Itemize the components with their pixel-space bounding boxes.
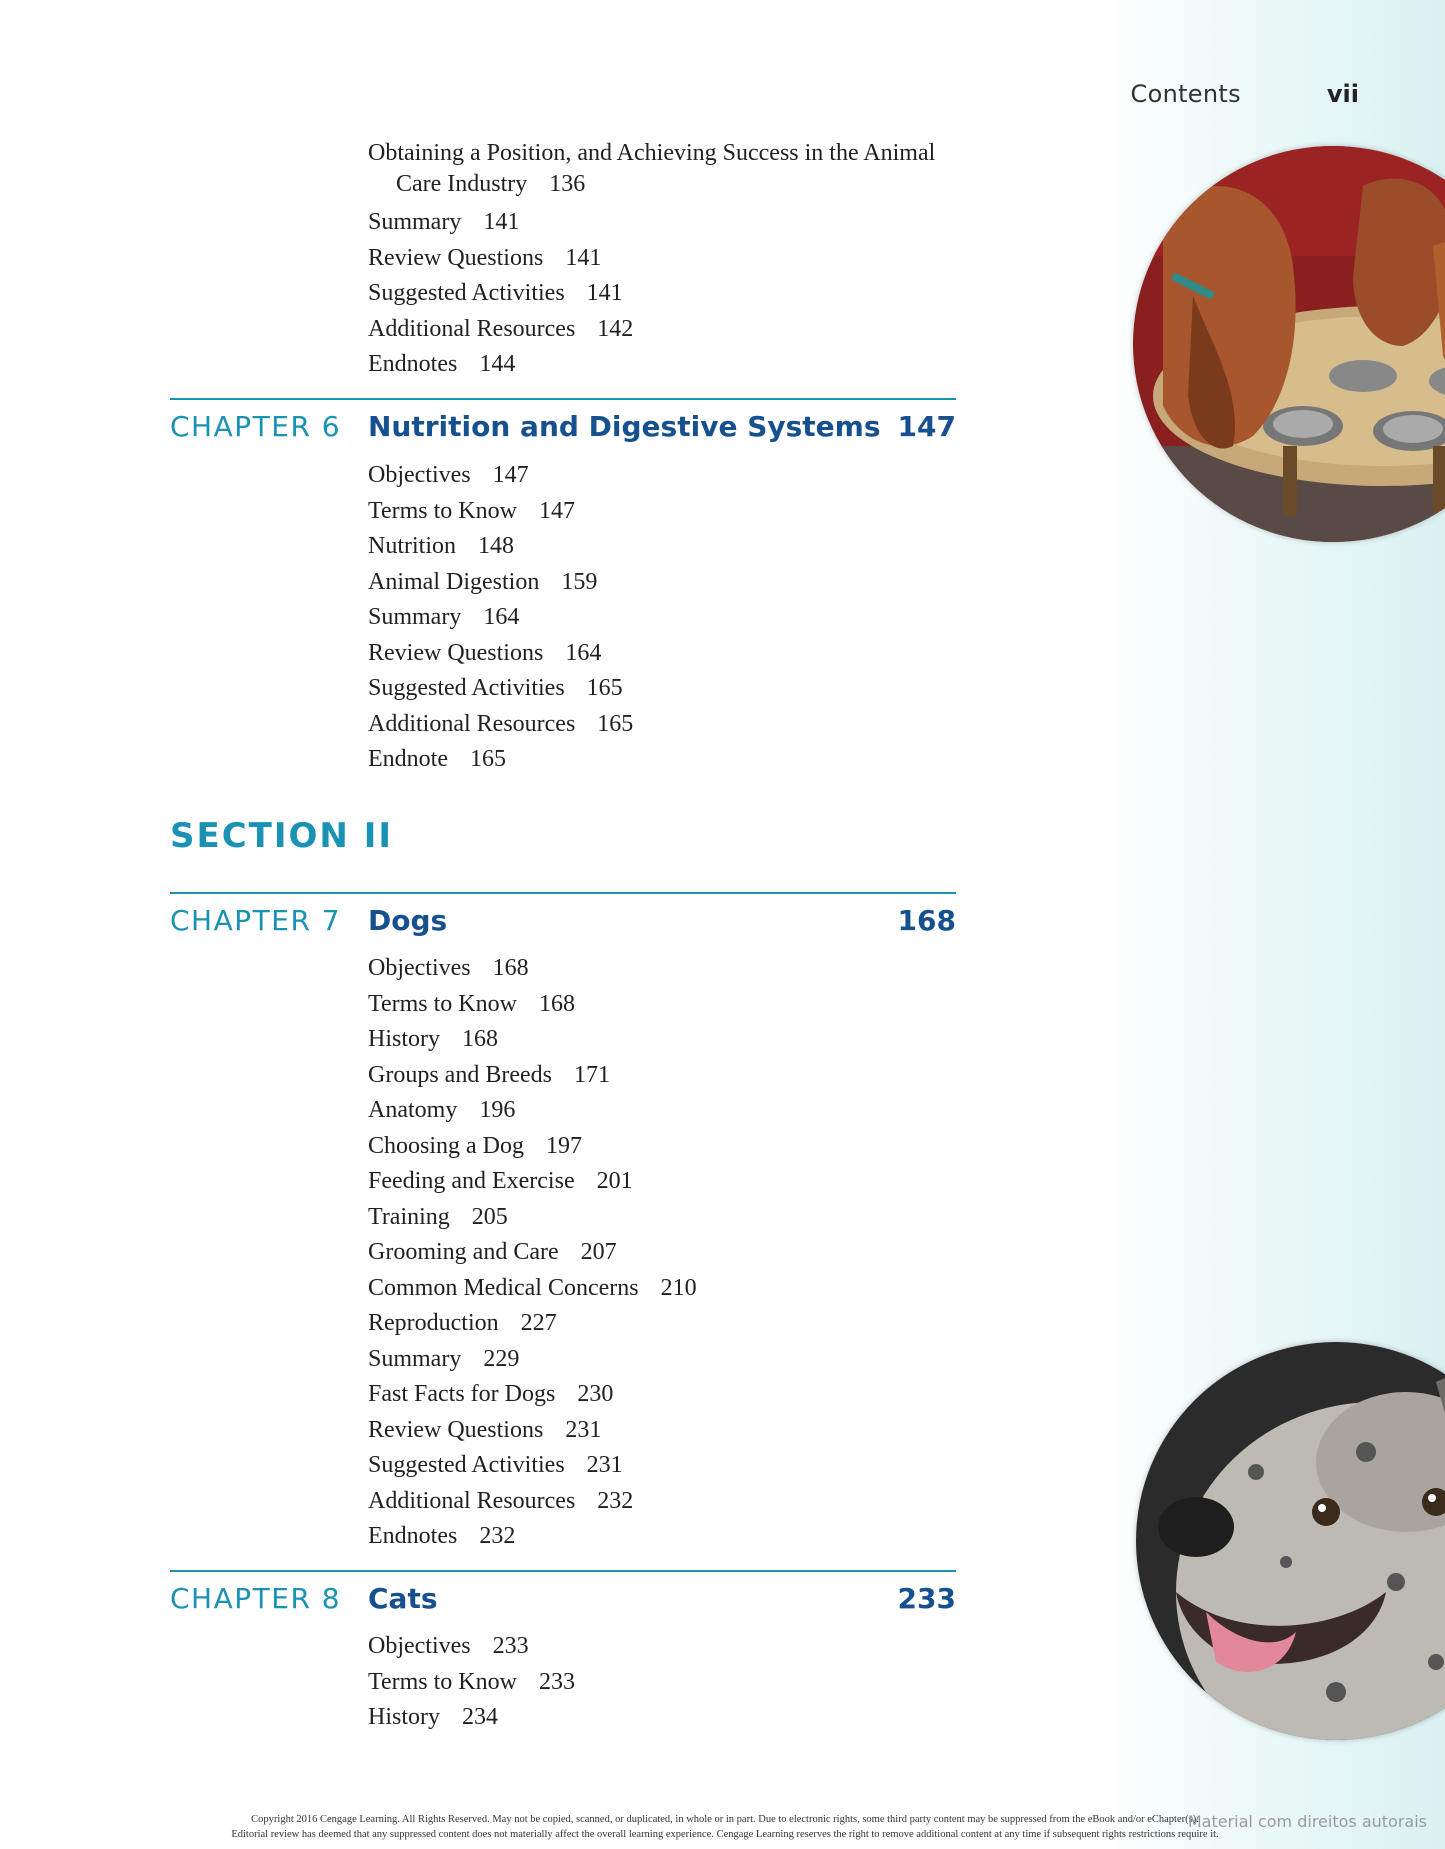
toc-entry-page: 227: [520, 1310, 557, 1336]
toc-entry[interactable]: [368, 707, 633, 743]
toc-entry[interactable]: [368, 1377, 697, 1413]
toc-entry[interactable]: [368, 600, 633, 636]
toc-entry[interactable]: [368, 1519, 697, 1555]
chapter-label: CHAPTER 7: [170, 904, 342, 937]
toc-entry-title: Feeding and Exercise: [368, 1168, 575, 1194]
running-head: [1131, 80, 1359, 108]
toc-entry-page: 232: [597, 1487, 634, 1514]
toc-entry-page: 147: [538, 497, 575, 524]
toc-entry-title: Additional Resources: [368, 315, 576, 342]
toc-entry-page: 164: [565, 639, 602, 666]
toc-entry[interactable]: [368, 1306, 697, 1342]
toc-entry-title: Endnotes: [368, 1523, 458, 1549]
toc-entry[interactable]: [368, 241, 956, 277]
toc-entry-title: Review Questions: [368, 244, 544, 271]
chapter-page: 168: [897, 904, 956, 937]
toc-entry-page: 165: [469, 746, 506, 772]
toc-entry-page: 168: [492, 955, 529, 981]
toc-entry-title: Review Questions: [368, 639, 544, 666]
toc-entry-page: 164: [483, 604, 520, 630]
toc-entry-page: 232: [479, 1523, 516, 1549]
toc-entry-page: 207: [580, 1239, 617, 1265]
toc-entry-page: 142: [597, 315, 634, 342]
toc-entry-title: Anatomy: [368, 1097, 458, 1123]
toc-entry-title: Endnote: [368, 746, 448, 772]
toc-entry[interactable]: [368, 1448, 697, 1484]
toc-entry[interactable]: [368, 636, 633, 672]
toc-entry-page: 230: [577, 1381, 614, 1407]
copyright-line-1: Copyright 2016 Cengage Learning. All Rights Reserved. May not be copied, scanned, or duplicated, in whole or in part. Due to electronic rights, some third party content may be suppressed from the eBook and/or eChapter(s).: [251, 1814, 1199, 1825]
toc-entry[interactable]: [368, 347, 956, 383]
running-head-label: Contents: [1130, 80, 1241, 108]
toc-entry-page: 197: [546, 1132, 582, 1159]
toc-entry[interactable]: [368, 1200, 697, 1236]
toc-entry[interactable]: [368, 312, 956, 348]
toc-entry-title: Common Medical Concerns: [368, 1274, 639, 1301]
toc-entry-title: Suggested Activities: [368, 1452, 565, 1478]
toc-entry-title: Suggested Activities: [368, 280, 565, 306]
chapter5-continuation-list: [368, 138, 956, 383]
toc-entry-page: 233: [492, 1633, 529, 1659]
toc-entry-title: Reproduction: [368, 1310, 499, 1336]
puppies-eating-photo-icon: [1133, 146, 1445, 542]
toc-entry[interactable]: [368, 1342, 697, 1378]
toc-entry-page: 196: [479, 1097, 516, 1123]
toc-entry[interactable]: [368, 458, 633, 494]
toc-entry-page: 233: [538, 1668, 575, 1695]
toc-entry-title: Terms to Know: [368, 497, 517, 524]
toc-entry[interactable]: [368, 987, 697, 1023]
chapter-title: Cats: [368, 1582, 438, 1615]
toc-entry-page: 141: [483, 209, 520, 235]
chapter-divider: [170, 1570, 956, 1572]
toc-entry-page: 136: [549, 171, 586, 197]
copyright-footer: [170, 1812, 1280, 1842]
toc-entry[interactable]: [368, 1484, 697, 1520]
toc-entry-title: Objectives: [368, 955, 471, 981]
toc-entry[interactable]: [368, 529, 633, 565]
toc-entry-page: 168: [462, 1026, 498, 1052]
chapter-title: Dogs: [368, 904, 448, 937]
toc-entry-title: Obtaining a Position, and Achieving Success in the Animal Care Industry: [368, 140, 936, 197]
toc-entry[interactable]: [368, 951, 697, 987]
toc-entry[interactable]: [368, 1700, 575, 1736]
spotted-dog-photo-icon: [1136, 1342, 1445, 1740]
chapter-8-heading[interactable]: [170, 1582, 956, 1622]
toc-entry-title: Summary: [368, 209, 462, 235]
toc-entry-page: 231: [565, 1416, 602, 1443]
toc-entry[interactable]: [368, 138, 956, 200]
toc-entry[interactable]: [368, 1058, 697, 1094]
chapter-title: Nutrition and Digestive Systems: [368, 410, 881, 443]
toc-entry[interactable]: [368, 1164, 697, 1200]
toc-entry-page: 159: [561, 568, 598, 595]
toc-entry-page: 171: [573, 1061, 610, 1088]
toc-entry[interactable]: [368, 742, 633, 778]
toc-entry-page: 141: [565, 244, 602, 271]
toc-entry-title: Objectives: [368, 1633, 471, 1659]
toc-entry-title: Summary: [368, 604, 462, 630]
chapter7-entry-list: [368, 951, 697, 1555]
toc-entry-page: 210: [660, 1274, 697, 1301]
toc-entry-title: Suggested Activities: [368, 675, 565, 701]
toc-entry-title: History: [368, 1704, 440, 1730]
chapter8-entry-list: [368, 1629, 575, 1736]
toc-entry-title: Additional Resources: [368, 1487, 576, 1514]
toc-entry[interactable]: [368, 1271, 697, 1307]
toc-entry-page: 147: [492, 462, 529, 488]
toc-entry-title: Objectives: [368, 462, 471, 488]
toc-entry-page: 201: [596, 1168, 633, 1194]
toc-entry-title: Endnotes: [368, 351, 458, 377]
chapter-page: 233: [897, 1582, 956, 1615]
toc-entry[interactable]: [368, 671, 633, 707]
toc-entry-title: Additional Resources: [368, 710, 576, 737]
toc-entry-title: Terms to Know: [368, 1668, 517, 1695]
page-number: vii: [1326, 80, 1359, 108]
toc-entry[interactable]: [368, 1413, 697, 1449]
toc-entry-page: 141: [586, 280, 623, 306]
chapter-7-heading[interactable]: [170, 904, 956, 944]
toc-entry-title: History: [368, 1026, 440, 1052]
toc-entry[interactable]: [368, 1665, 575, 1701]
section-heading: SECTION II: [170, 816, 394, 856]
toc-entry[interactable]: [368, 1129, 697, 1165]
toc-entry-title: Choosing a Dog: [368, 1132, 524, 1159]
toc-entry[interactable]: [368, 565, 633, 601]
chapter6-entry-list: [368, 458, 633, 778]
toc-entry[interactable]: [368, 1235, 697, 1271]
toc-entry[interactable]: [368, 494, 633, 530]
toc-entry-page: 148: [478, 533, 514, 559]
chapter-label: CHAPTER 6: [170, 410, 342, 443]
watermark: Material com direitos autorais: [1187, 1812, 1427, 1831]
toc-entry-title: Summary: [368, 1345, 462, 1372]
toc-entry-title: Terms to Know: [368, 990, 517, 1017]
toc-entry-page: 234: [462, 1704, 498, 1730]
toc-entry[interactable]: [368, 1629, 575, 1665]
toc-entry-title: Nutrition: [368, 533, 456, 559]
toc-entry[interactable]: [368, 1093, 697, 1129]
toc-entry[interactable]: [368, 205, 956, 241]
toc-entry-page: 165: [597, 710, 634, 737]
toc-entry-page: 229: [483, 1345, 520, 1372]
toc-entry-title: Grooming and Care: [368, 1239, 559, 1265]
chapter-divider: [170, 892, 956, 894]
chapter-page: 147: [897, 410, 956, 443]
toc-entry-page: 231: [586, 1452, 623, 1478]
toc-entry-title: Groups and Breeds: [368, 1061, 552, 1088]
toc-entry-page: 144: [479, 351, 516, 377]
copyright-line-2: Editorial review has deemed that any suppressed content does not materially affect the overall learning experience. Cengage Learning reserves the right to remove additional content at any time if subsequent rights restrictions require it.: [231, 1829, 1219, 1840]
chapter-label: CHAPTER 8: [170, 1582, 342, 1615]
toc-entry-title: Training: [368, 1203, 450, 1230]
toc-entry-page: 165: [586, 675, 623, 701]
toc-entry-title: Animal Digestion: [368, 568, 540, 595]
toc-entry[interactable]: [368, 1022, 697, 1058]
toc-entry-title: Review Questions: [368, 1416, 544, 1443]
toc-entry-title: Fast Facts for Dogs: [368, 1381, 556, 1407]
toc-entry-page: 168: [538, 990, 575, 1017]
toc-entry[interactable]: [368, 276, 956, 312]
toc-entry-page: 205: [471, 1203, 508, 1230]
chapter-divider: [170, 398, 956, 400]
chapter-6-heading[interactable]: [170, 410, 956, 450]
